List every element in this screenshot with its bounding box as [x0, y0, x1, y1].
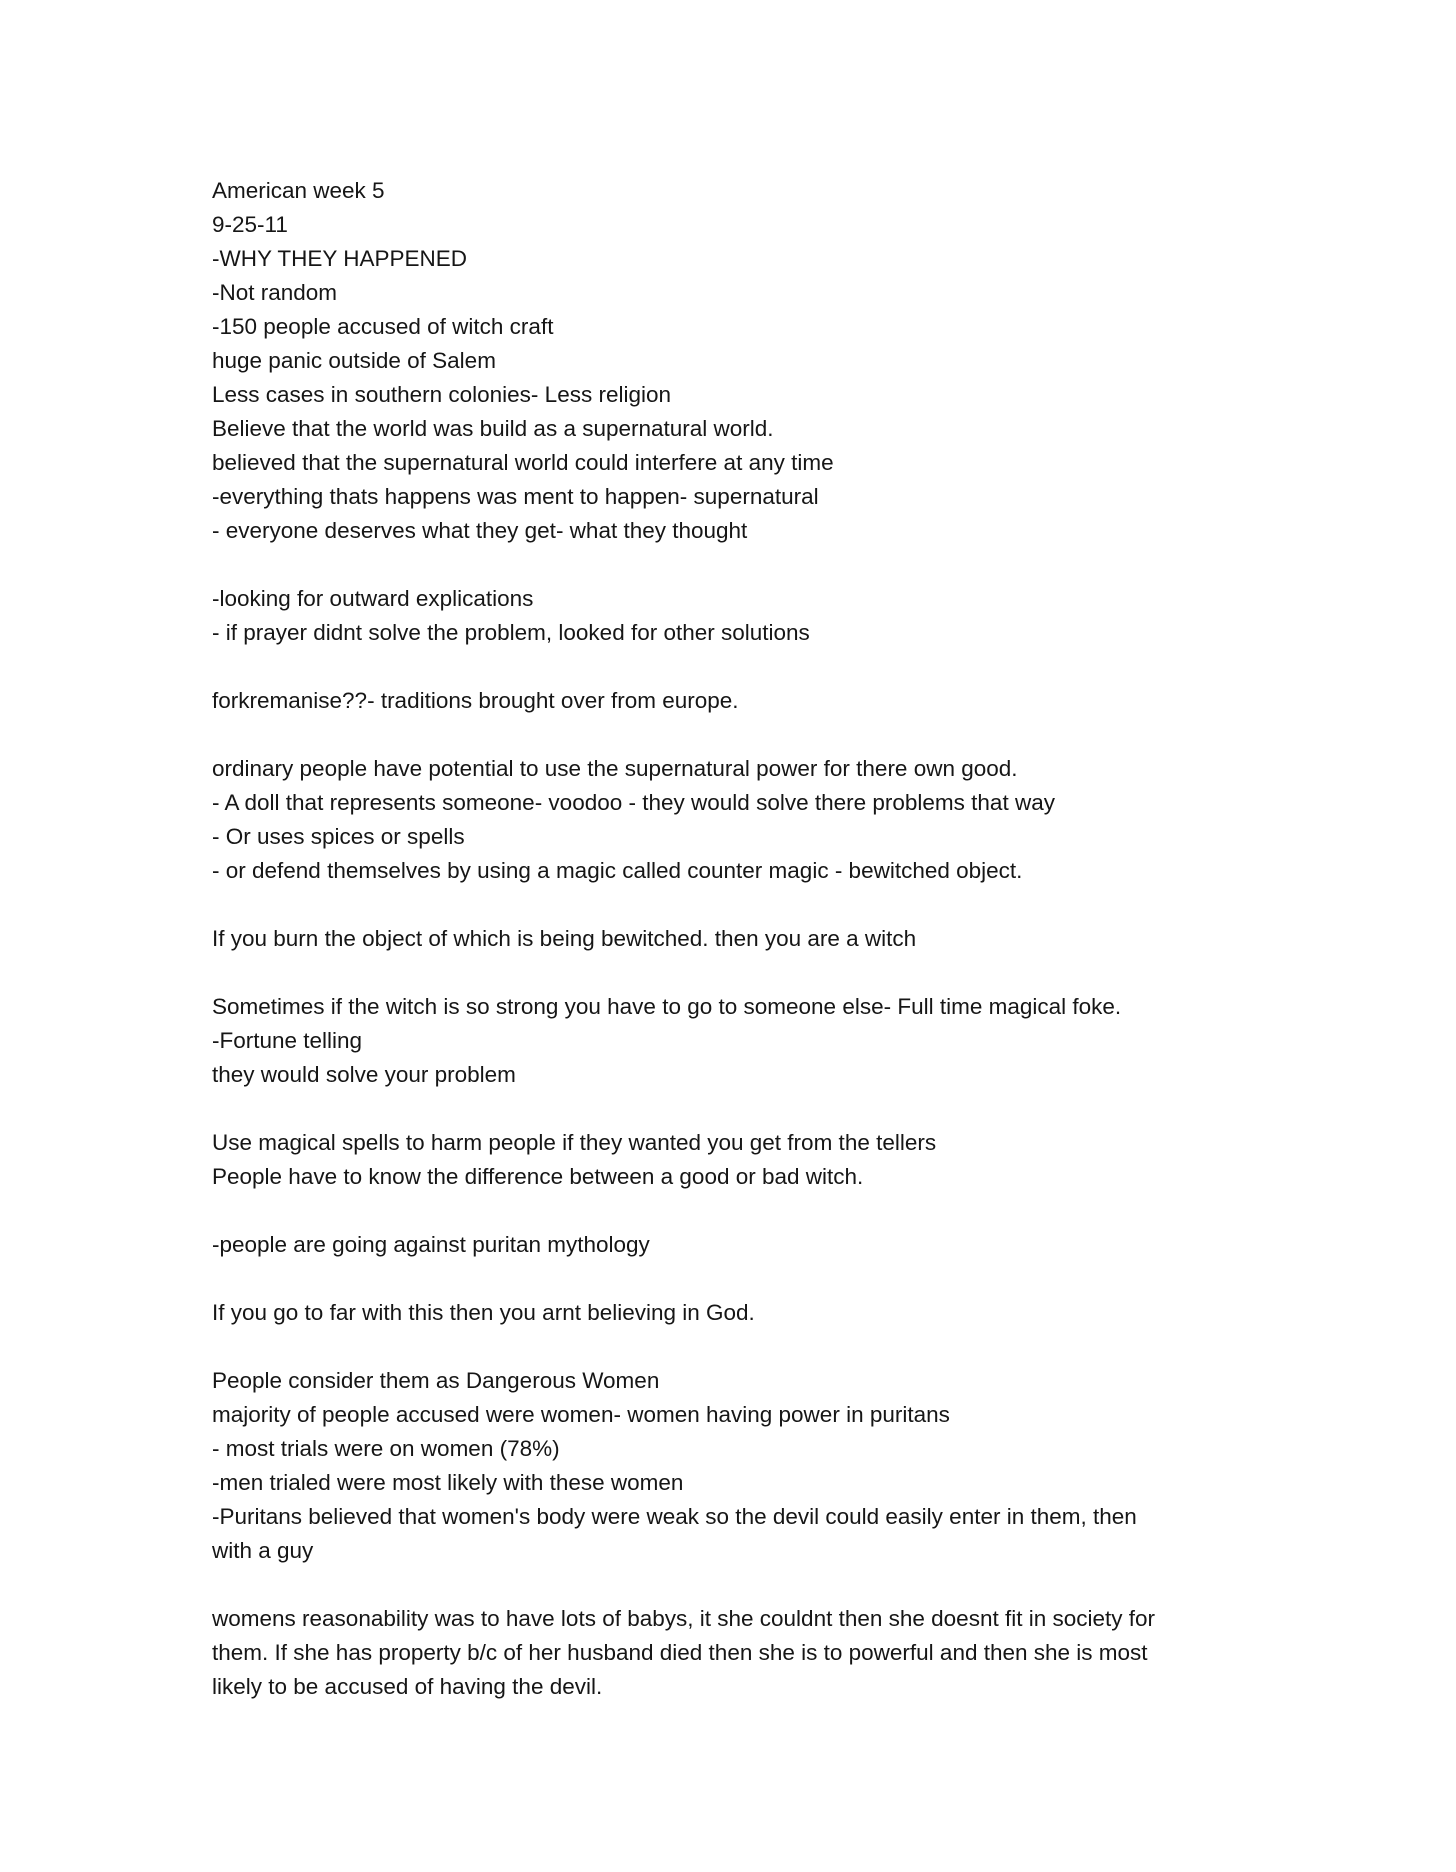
blank-line — [212, 1092, 1252, 1126]
note-line: -people are going against puritan mythology — [212, 1232, 650, 1257]
section-heading: -WHY THEY HAPPENED — [212, 246, 468, 271]
note-line: believed that the supernatural world could interfere at any time — [212, 450, 834, 475]
note-line: with a guy — [212, 1538, 314, 1563]
note-line: -Not random — [212, 280, 338, 305]
note-line: -Puritans believed that women's body were weak so the devil could easily enter in them, then — [212, 1504, 1137, 1529]
note-line: - most trials were on women (78%) — [212, 1436, 560, 1461]
note-line: Less cases in southern colonies- Less religion — [212, 382, 671, 407]
note-line: - or defend themselves by using a magic called counter magic - bewitched object. — [212, 858, 1023, 883]
note-line: huge panic outside of Salem — [212, 348, 496, 373]
note-line: -150 people accused of witch craft — [212, 314, 554, 339]
note-line: - if prayer didnt solve the problem, looked for other solutions — [212, 620, 810, 645]
note-line: -Fortune telling — [212, 1028, 363, 1053]
note-line: forkremanise??- traditions brought over from europe. — [212, 688, 739, 713]
note-line: they would solve your problem — [212, 1062, 516, 1087]
note-line: them. If she has property b/c of her husband died then she is to powerful and then she is most — [212, 1640, 1148, 1665]
note-line: People consider them as Dangerous Women — [212, 1368, 660, 1393]
blank-line — [212, 1330, 1252, 1364]
blank-line — [212, 1194, 1252, 1228]
document-date: 9-25-11 — [212, 212, 288, 237]
note-line: Use magical spells to harm people if they wanted you get from the tellers — [212, 1130, 937, 1155]
blank-line — [212, 650, 1252, 684]
notes-body — [212, 174, 1252, 1704]
blank-line — [212, 718, 1252, 752]
blank-line — [212, 1262, 1252, 1296]
note-line: - everyone deserves what they get- what they thought — [212, 518, 748, 543]
note-line: Believe that the world was build as a supernatural world. — [212, 416, 774, 441]
note-line: Sometimes if the witch is so strong you have to go to someone else- Full time magical foke. — [212, 994, 1122, 1019]
note-line: If you burn the object of which is being bewitched. then you are a witch — [212, 926, 917, 951]
note-line: majority of people accused were women- women having power in puritans — [212, 1402, 950, 1427]
blank-line — [212, 1568, 1252, 1602]
note-line: likely to be accused of having the devil. — [212, 1674, 603, 1699]
note-line: - A doll that represents someone- voodoo - they would solve there problems that way — [212, 790, 1055, 815]
note-line: - Or uses spices or spells — [212, 824, 465, 849]
note-line: -everything thats happens was ment to happen- supernatural — [212, 484, 819, 509]
note-line: womens reasonability was to have lots of babys, it she couldnt then she doesnt fit in society for — [212, 1606, 1156, 1631]
note-line: People have to know the difference between a good or bad witch. — [212, 1164, 864, 1189]
note-line: If you go to far with this then you arnt believing in God. — [212, 1300, 755, 1325]
note-line: -looking for outward explications — [212, 586, 534, 611]
note-line: ordinary people have potential to use the supernatural power for there own good. — [212, 756, 1018, 781]
blank-line — [212, 548, 1252, 582]
note-line: -men trialed were most likely with these women — [212, 1470, 684, 1495]
blank-line — [212, 888, 1252, 922]
document-title: American week 5 — [212, 178, 385, 203]
blank-line — [212, 956, 1252, 990]
